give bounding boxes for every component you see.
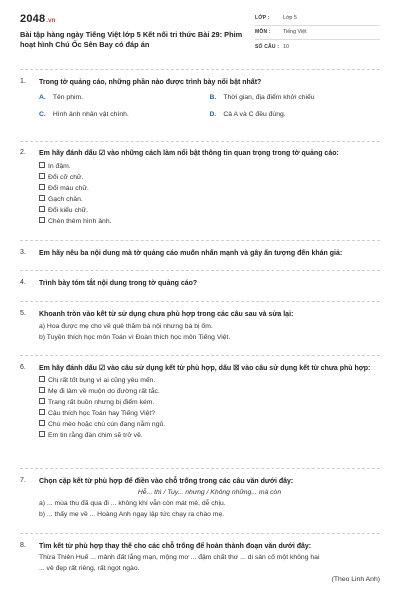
sentence-line: a) Hoa được mẹ cho về quê thăm bà nội nhưng bà bị ốm.: [39, 322, 213, 330]
question-text: Em hãy nêu ba nội dung mà tờ quảng cáo muốn nhấn mạnh và gây ấn tượng đến khán giả:: [39, 250, 343, 257]
question-8: [20, 542, 380, 585]
option-letter: C.: [39, 111, 46, 119]
checkbox-item[interactable]: [39, 216, 380, 227]
divider: [20, 240, 380, 241]
connector-choices: Hễ... thì / Tuy... nhưng / Không những... mà còn: [137, 488, 282, 496]
option-letter: D.: [209, 111, 217, 119]
question-text: Em hãy đánh dấu ☑ vào câu sử dụng kết từ phù hợp, dấu ☒ vào câu sử dụng kết từ chưa phù hợp:: [39, 365, 371, 372]
checkbox-icon[interactable]: [39, 162, 45, 168]
question-4: [20, 279, 380, 289]
checkbox-list: [39, 375, 380, 441]
question-text: Chọn cặp kết từ phù hợp để điền vào chỗ trống trong các câu văn dưới đây:: [39, 478, 294, 485]
option-d[interactable]: [210, 111, 381, 119]
option-text: Hình ảnh nhân vật chính.: [52, 111, 129, 119]
question-number: 7.: [20, 477, 26, 484]
option-text: Thời gian, địa điểm khởi chiếu: [223, 93, 315, 101]
info-label: SỐ CÂU :: [255, 43, 280, 50]
checkbox-item[interactable]: [39, 386, 380, 397]
question-text: Trình bày tóm tắt nội dung trong tờ quảng cáo?: [39, 280, 198, 287]
info-row-count: [255, 40, 380, 54]
checkbox-icon[interactable]: [39, 409, 45, 415]
divider: [20, 141, 380, 142]
info-value: 10: [283, 43, 289, 50]
checkbox-label: Trang rất buồn nhưng bị điểm kém.: [48, 398, 155, 406]
checkbox-item[interactable]: [39, 194, 380, 205]
checkbox-item[interactable]: [39, 375, 380, 386]
checkbox-icon[interactable]: [39, 173, 45, 179]
option-text: Tên phim.: [52, 93, 84, 101]
sentence-list: [39, 487, 380, 520]
option-c[interactable]: [39, 111, 210, 119]
question-7: [20, 477, 380, 520]
checkbox-list: [39, 161, 380, 227]
option-a[interactable]: [39, 94, 210, 102]
divider: [20, 468, 380, 469]
checkbox-label: Cậu thích học Toán hay Tiếng Việt?: [48, 409, 156, 417]
checkbox-icon[interactable]: [39, 217, 45, 223]
info-value: Tiếng Việt: [283, 29, 307, 36]
option-b[interactable]: [210, 94, 381, 102]
sentence-line: a) ... mùa thu đã qua đi ... không khí vẫn còn mát mẻ, dễ chịu.: [39, 499, 226, 507]
checkbox-item[interactable]: [39, 161, 380, 172]
divider: [20, 301, 380, 302]
checkbox-label: Đổi cỡ chữ.: [48, 173, 84, 181]
checkbox-icon[interactable]: [39, 431, 45, 437]
option-letter: B.: [209, 93, 217, 101]
divider: [20, 355, 380, 356]
passage-source: (Theo Linh Anh): [331, 575, 380, 583]
checkbox-label: In đậm.: [48, 162, 71, 170]
info-label: LỚP :: [255, 15, 270, 22]
question-number: 1.: [20, 78, 26, 85]
option-text: Cả A và C đều đúng.: [223, 111, 286, 119]
info-row-class: [255, 12, 380, 26]
question-number: 8.: [20, 542, 26, 549]
checkbox-icon[interactable]: [39, 387, 45, 393]
document-title: Bài tập hàng ngày Tiếng Việt lớp 5 Kết nối tri thức Bài 29: Phim hoạt hình Chú Ốc Sên Bay có đáp án: [20, 30, 243, 49]
question-text: Khoanh tròn vào kết từ sử dụng chưa phù hợp trong các câu sau và sửa lại:: [39, 311, 294, 318]
question-text: Tìm kết từ phù hợp thay thế cho các chỗ trống để hoàn thành đoạn văn dưới đây:: [39, 543, 312, 550]
checkbox-item[interactable]: [39, 397, 380, 408]
question-6: [20, 364, 380, 441]
document-header: [0, 0, 400, 64]
checkbox-label: Em tin rằng đàn chim sẽ trở về.: [48, 431, 143, 439]
info-value: Lớp 5: [283, 15, 297, 22]
answer-options: [39, 94, 380, 120]
question-2: [20, 149, 380, 227]
checkbox-icon[interactable]: [39, 376, 45, 382]
passage-line: ... vẻ đẹp rất riêng, rất ngọt ngào.: [39, 564, 140, 572]
checkbox-icon[interactable]: [39, 398, 45, 404]
sentence-line: b) ... thấy mẹ về ... Hoàng Anh ngay lập tức chạy ra chào mẹ.: [39, 510, 225, 518]
info-row-subject: [255, 26, 380, 40]
checkbox-label: Đổi màu chữ.: [48, 184, 89, 192]
question-5: [20, 310, 380, 343]
question-number: 6.: [20, 364, 26, 371]
checkbox-item[interactable]: [39, 408, 380, 419]
site-logo[interactable]: [20, 13, 56, 27]
divider: [20, 533, 380, 534]
checkbox-label: Đổi kiểu chữ.: [48, 206, 89, 214]
checkbox-item[interactable]: [39, 205, 380, 216]
checkbox-label: Chị rất tốt bụng vì ai cũng yêu mến.: [48, 376, 156, 384]
divider: [20, 270, 380, 271]
checkbox-icon[interactable]: [39, 420, 45, 426]
question-1: [20, 78, 380, 120]
checkbox-label: Chú mèo hoặc chú cún đang nằm ngủ.: [48, 420, 166, 428]
sentence-list: [39, 321, 380, 343]
checkbox-item[interactable]: [39, 430, 380, 441]
checkbox-label: Mẹ đi làm về muộn do đường rất tắc.: [48, 387, 160, 395]
question-number: 3.: [20, 249, 26, 256]
option-letter: A.: [39, 93, 46, 101]
sentence-line: b) Tuyền thích học môn Toán vì Đoàn thích học môn Tiếng Việt.: [39, 333, 231, 341]
info-panel: [255, 12, 380, 54]
checkbox-icon[interactable]: [39, 206, 45, 212]
logo-suffix: .vn: [46, 18, 56, 24]
checkbox-label: Gạch chân.: [48, 195, 83, 203]
checkbox-item[interactable]: [39, 183, 380, 194]
info-label: MÔN :: [255, 29, 271, 36]
question-number: 4.: [20, 279, 26, 286]
checkbox-item[interactable]: [39, 172, 380, 183]
checkbox-icon[interactable]: [39, 184, 45, 190]
question-text: Em hãy đánh dấu ☑ vào những cách làm nổi bật thông tin quan trọng trong tờ quảng cáo:: [39, 150, 339, 157]
checkbox-icon[interactable]: [39, 195, 45, 201]
passage-line: Thừa Thiên Huế ... mảnh đất lắng mạn, mộng mơ ... đậm chất thơ ... di sản cố một không hai: [39, 553, 320, 561]
question-number: 5.: [20, 310, 26, 317]
checkbox-item[interactable]: [39, 419, 380, 430]
checkbox-label: Chèn thêm hình ảnh.: [48, 217, 112, 225]
divider: [20, 69, 380, 70]
logo-text: 2048: [20, 13, 46, 25]
question-number: 2.: [20, 149, 26, 156]
question-3: [20, 249, 380, 259]
passage: [39, 552, 380, 585]
question-text: Trong tờ quảng cáo, những phần nào được trình bày nổi bật nhất?: [39, 79, 262, 86]
